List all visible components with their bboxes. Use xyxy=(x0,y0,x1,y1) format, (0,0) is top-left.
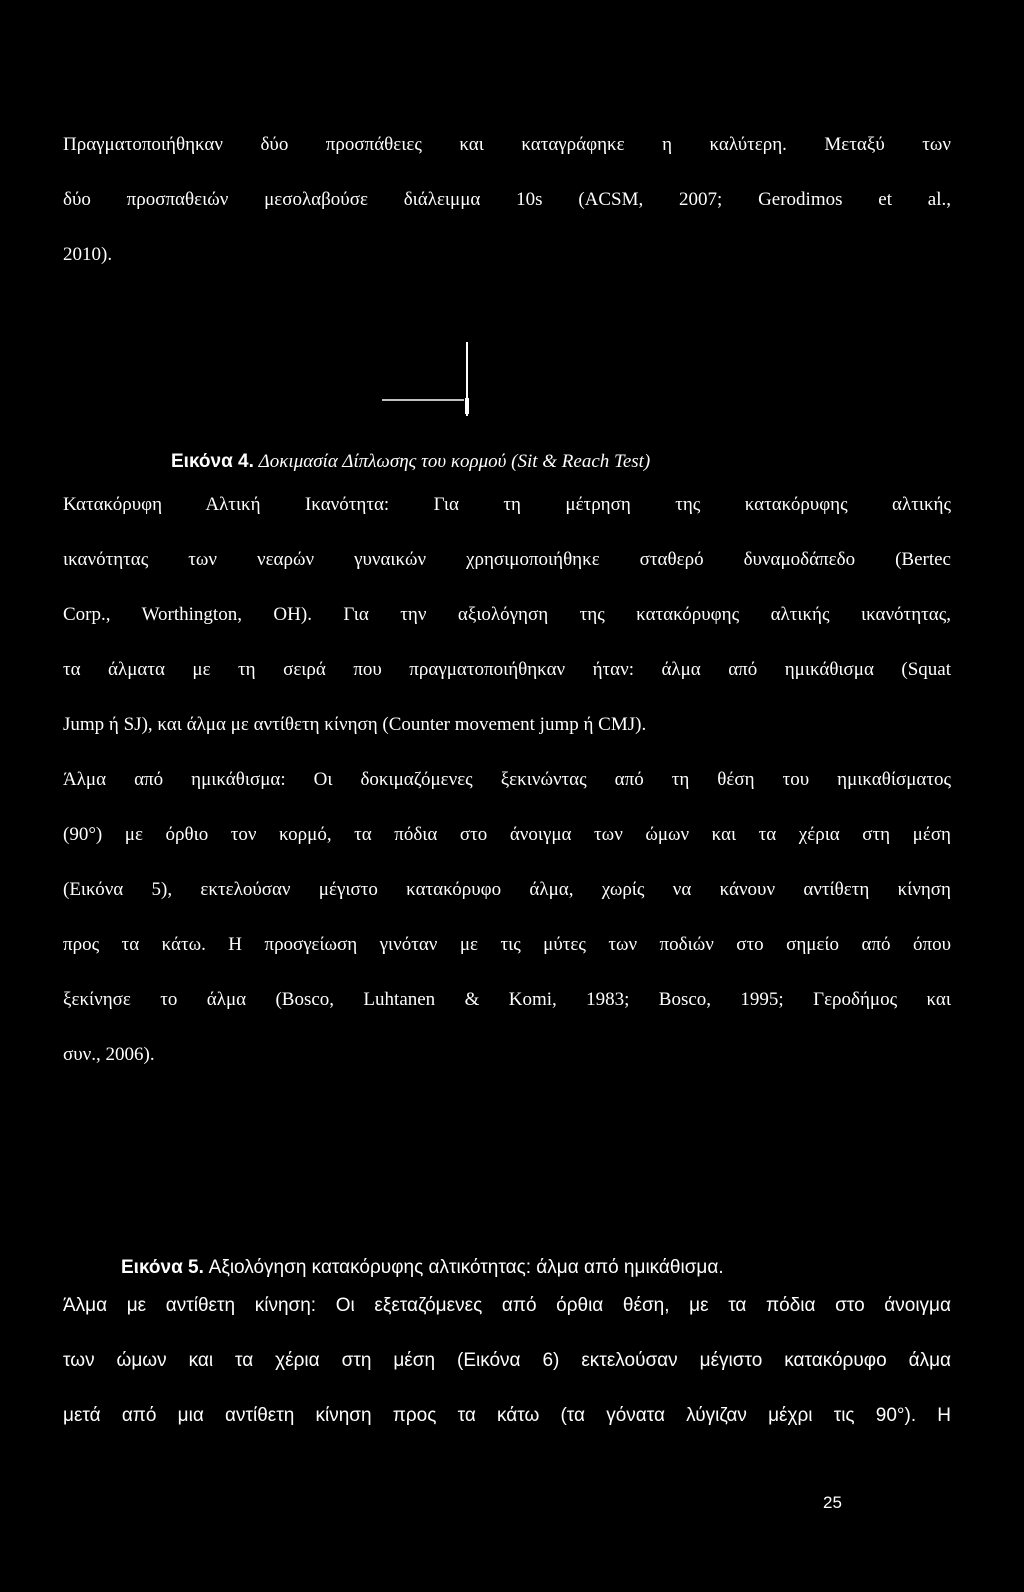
paragraph-3-line-4: προς τα κάτω. Η προσγείωση γινόταν με τις μύτες των ποδιών στο σημείο από όπου xyxy=(63,934,951,955)
paragraph-2-line-4: τα άλματα με τη σειρά που πραγματοποιήθηκαν ήταν: άλμα από ημικάθισμα (Squat xyxy=(63,659,951,680)
figure-4-caption xyxy=(171,450,650,474)
paragraph-1-line-2: δύο προσπαθειών μεσολαβούσε διάλειμμα 10s (ACSM, 2007; Gerodimos et al., xyxy=(63,189,951,210)
paragraph-4-line-1: Άλμα με αντίθετη κίνηση: Οι εξεταζόμενες από όρθια θέση, με τα πόδια στο άνοιγμα xyxy=(63,1295,951,1316)
paragraph-3-line-3: (Εικόνα 5), εκτελούσαν μέγιστο κατακόρυφο άλμα, χωρίς να κάνουν αντίθετη κίνηση xyxy=(63,879,951,900)
figure-5-caption xyxy=(121,1256,724,1280)
paragraph-1-line-1: Πραγματοποιήθηκαν δύο προσπάθειες και καταγράφηκε η καλύτερη. Μεταξύ των xyxy=(63,134,951,155)
paragraph-2-line-2: ικανότητας των νεαρών γυναικών χρησιμοποιήθηκε σταθερό δυναμοδάπεδο (Bertec xyxy=(63,549,951,570)
figure-4-caption-text: Δοκιμασία Δίπλωσης του κορμού (Sit & Reach Test) xyxy=(258,451,651,472)
paragraph-3-line-2: (90°) με όρθιο τον κορμό, τα πόδια στο άνοιγμα των ώμων και τα χέρια στη μέση xyxy=(63,824,951,845)
paragraph-4-line-3: μετά από μια αντίθετη κίνηση προς τα κάτω (τα γόνατα λύγιζαν μέχρι τις 90°). Η xyxy=(63,1405,951,1426)
paragraph-2-line-3: Corp., Worthington, OH). Για την αξιολόγηση της κατακόρυφης αλτικής ικανότητας, xyxy=(63,604,951,625)
paragraph-2-line-5: Jump ή SJ), και άλμα με αντίθετη κίνηση (Counter movement jump ή CMJ). xyxy=(63,714,647,735)
paragraph-4-line-2: των ώμων και τα χέρια στη μέση (Εικόνα 6) εκτελούσαν μέγιστο κατακόρυφο άλμα xyxy=(63,1350,951,1371)
figure-4-label: Εικόνα 4. xyxy=(171,451,254,472)
figure-5-label: Εικόνα 5. xyxy=(121,1257,204,1278)
paragraph-3-line-6: συν., 2006). xyxy=(63,1044,155,1065)
paragraph-2-line-1: Κατακόρυφη Αλτική Ικανότητα: Για τη μέτρηση της κατακόρυφης αλτικής xyxy=(63,494,951,515)
paragraph-3-line-1: Άλμα από ημικάθισμα: Οι δοκιμαζόμενες ξεκινώντας από τη θέση του ημικαθίσματος xyxy=(63,769,951,790)
page-number: 25 xyxy=(823,1493,842,1512)
paragraph-3-line-5: ξεκίνησε το άλμα (Bosco, Luhtanen & Komi, 1983; Bosco, 1995; Γεροδήμος και xyxy=(63,989,951,1010)
figure-4-image xyxy=(380,340,480,420)
paragraph-1-line-3: 2010). xyxy=(63,244,113,265)
figure-5-caption-text: Αξιολόγηση κατακόρυφης αλτικότητας: άλμα από ημικάθισμα. xyxy=(208,1257,724,1278)
